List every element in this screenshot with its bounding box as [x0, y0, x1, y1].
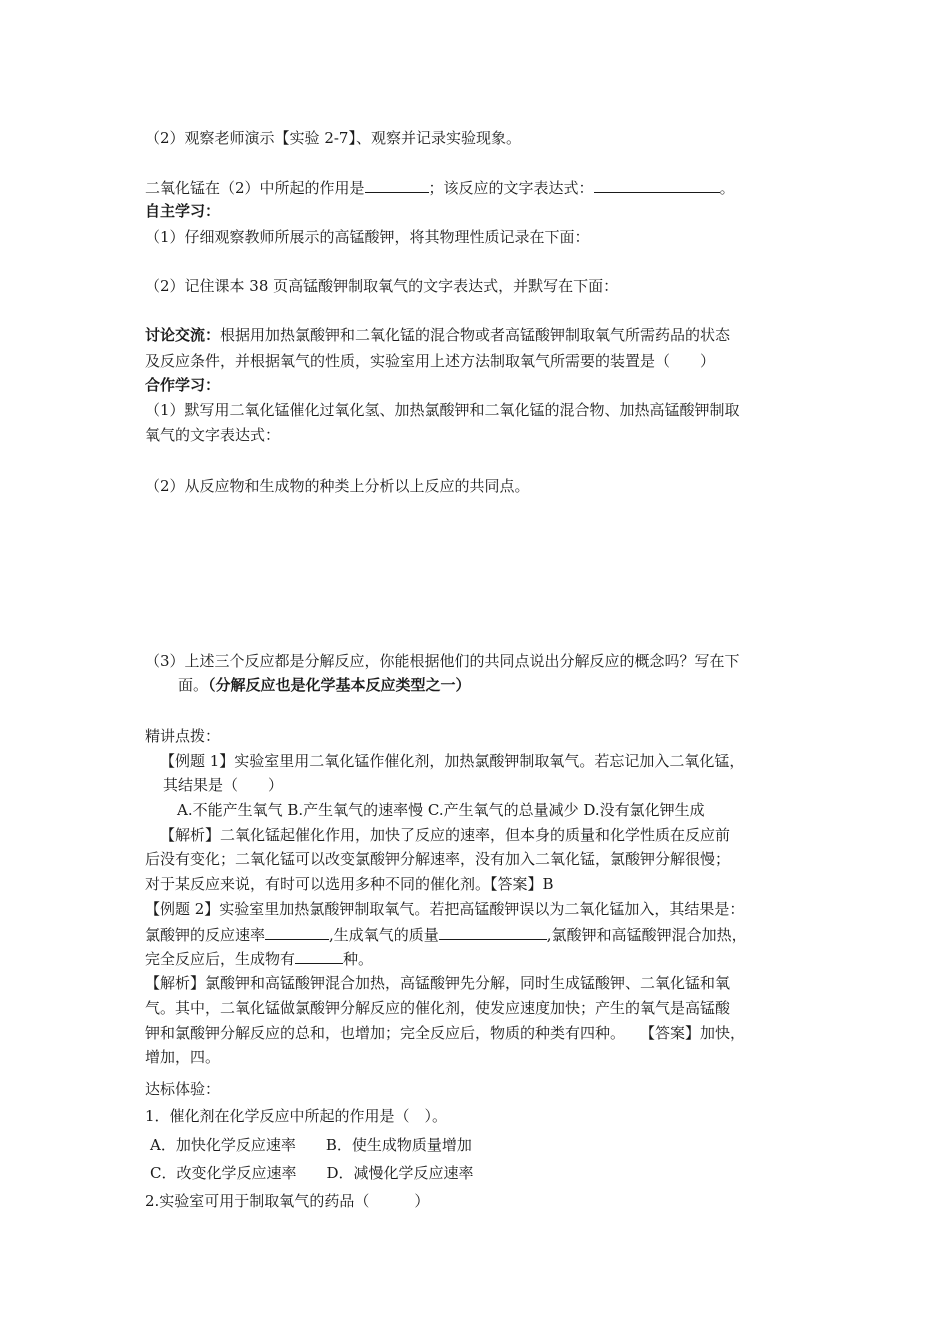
coop-3b-text: 面。 — [178, 676, 209, 694]
line-analysis2-c: 钾和氯酸钾分解反应的总和，也增加；完全反应后，物质的种类有四种。 【答案】加快， — [145, 1024, 746, 1042]
example2-c-text-2: 种。 — [343, 950, 374, 968]
line-analysis1-b: 后没有变化；二氧化锰可以改变氯酸钾分解速率，没有加入二氧化锰，氯酸钾分解很慢； — [145, 850, 731, 868]
blank-rate — [265, 924, 329, 940]
example2-b-text-3: ,氯酸钾和高锰酸钾混合加热， — [546, 926, 747, 944]
question-1-options-ab: A．加快化学反应速率 B．使生成物质量增加 — [150, 1136, 472, 1154]
example2-c-text-1: 完全反应后，生成物有 — [145, 950, 296, 968]
line-analysis2-a: 【解析】氯酸钾和高锰酸钾混合加热，高锰酸钾先分解，同时生成锰酸钾、二氧化锰和氧 — [145, 974, 731, 992]
mno2-role-text: 二氧化锰在（2）中所起的作用是 — [145, 179, 365, 197]
heading-discussion: 讨论交流： — [145, 326, 221, 344]
example2-b-text-1: 氯酸钾的反应速率 — [145, 926, 266, 944]
line-self-2: （2）记住课本 38 页高锰酸钾制取氧气的文字表达式，并默写在下面： — [145, 277, 619, 295]
line-mno2-role — [145, 177, 735, 198]
line-coop-2: （2）从反应物和生成物的种类上分析以上反应的共同点。 — [145, 477, 530, 495]
line-example1-b: 其结果是（ ） — [163, 776, 284, 794]
question-1: 1．催化剂在化学反应中所起的作用是（ ）。 — [145, 1107, 448, 1125]
line-observe-demo: （2）观察老师演示【实验 2-7】、观察并记录实验现象。 — [145, 129, 521, 147]
mno2-equation-text: ；该反应的文字表达式： — [428, 179, 594, 197]
line-discussion-2: 及反应条件，并根据氧气的性质，实验室用上述方法制取氧气所需要的装置是（ ） — [145, 352, 716, 370]
line-example2-c — [145, 948, 373, 969]
heading-test: 达标体验： — [145, 1080, 221, 1098]
line-analysis1-c: 对于某反应来说，有时可以选用多种不同的催化剂。【答案】B — [145, 875, 554, 893]
question-1-options-cd: C．改变化学反应速率 D．减慢化学反应速率 — [150, 1164, 474, 1182]
heading-key-points: 精讲点拨： — [145, 727, 221, 745]
blank-mass — [439, 924, 547, 940]
line-example1-options: A.不能产生氧气 B.产生氧气的速率慢 C.产生氧气的总量减少 D.没有氯化钾生成 — [177, 801, 705, 819]
line-self-1: （1）仔细观察教师所展示的高锰酸钾，将其物理性质记录在下面： — [145, 228, 590, 246]
line-analysis2-b: 气。其中，二氧化锰做氯酸钾分解反应的催化剂，使发应速度加快；产生的氧气是高锰酸 — [145, 999, 731, 1017]
line-coop-1b: 氧气的文字表达式： — [145, 426, 281, 444]
blank-equation — [594, 177, 720, 193]
line-coop-3a: （3）上述三个反应都是分解反应，你能根据他们的共同点说出分解反应的概念吗？写在下 — [145, 652, 740, 670]
example2-b-text-2: ,生成氧气的质量 — [329, 926, 439, 944]
blank-role — [365, 177, 429, 193]
line-example2-a: 【例题 2】实验室里加热氯酸钾制取氧气。若把高锰酸钾误以为二氧化锰加入，其结果是： — [145, 900, 745, 918]
question-2: 2.实验室可用于制取氧气的药品（ ） — [145, 1192, 430, 1210]
line-coop-3b — [178, 675, 471, 695]
coop-3b-note: （分解反应也是化学基本反应类型之一） — [208, 676, 471, 694]
blank-count — [295, 948, 343, 964]
heading-cooperation: 合作学习： — [145, 376, 221, 394]
heading-self-study: 自主学习： — [145, 202, 221, 220]
line-analysis1-a: 【解析】二氧化锰起催化作用，加快了反应的速率，但本身的质量和化学性质在反应前 — [160, 826, 731, 844]
line-example2-b — [145, 924, 747, 945]
period: 。 — [719, 179, 735, 197]
line-example1-a: 【例题 1】实验室里用二氧化锰作催化剂，加热氯酸钾制取氧气。若忘记加入二氧化锰， — [160, 752, 745, 770]
line-analysis2-d: 增加，四。 — [145, 1048, 221, 1066]
line-coop-1a: （1）默写用二氧化锰催化过氧化氢、加热氯酸钾和二氧化锰的混合物、加热高锰酸钾制取 — [145, 401, 740, 419]
line-discussion-1 — [145, 325, 730, 345]
discussion-text: 根据用加热氯酸钾和二氧化锰的混合物或者高锰酸钾制取氧气所需药品的状态 — [220, 326, 731, 344]
